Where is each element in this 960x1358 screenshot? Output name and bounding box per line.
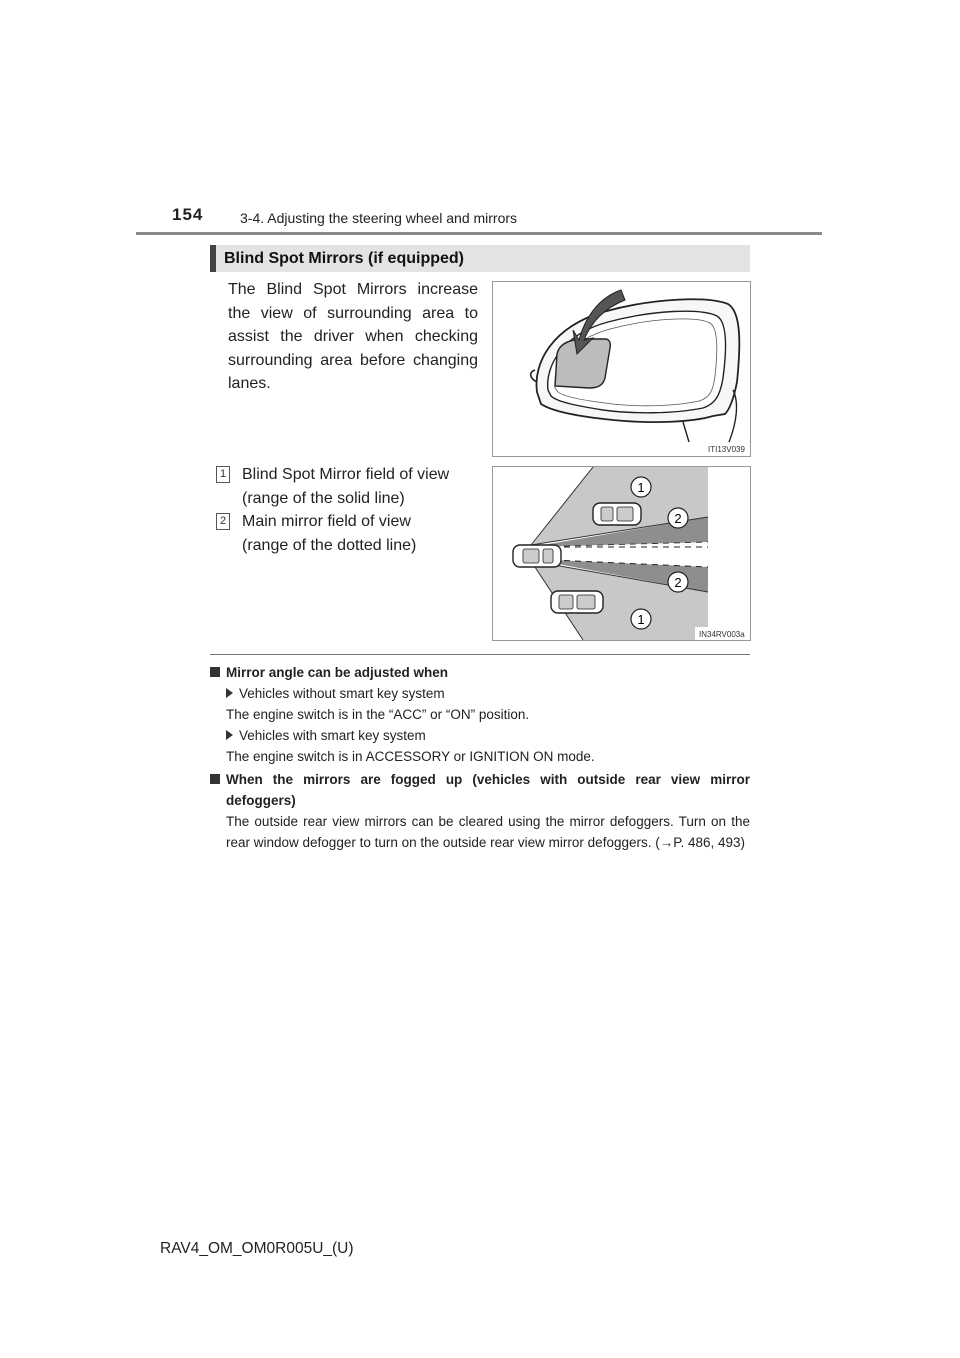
note-subitem: Vehicles with smart key system: [210, 725, 750, 746]
item-2-line1: Main mirror field of view: [242, 513, 411, 530]
callout-2-lower: [668, 572, 688, 592]
field-of-view-diagram: [493, 467, 750, 640]
heading-accent: [210, 245, 216, 272]
svg-text:2: 2: [674, 511, 682, 526]
mirror-figure: [492, 281, 751, 457]
note-subitem: Vehicles without smart key system: [210, 683, 750, 704]
intro-paragraph: The Blind Spot Mirrors increase the view of surrounding area to assist the driver when checking surrounding area before changing lanes.: [228, 281, 478, 392]
notes-section: [210, 662, 750, 853]
page-number: 154: [172, 205, 204, 224]
lower-vehicle-icon: [551, 591, 603, 613]
note-text: The engine switch is in ACCESSORY or IGNITION ON mode.: [226, 749, 595, 764]
main-vehicle-icon: [513, 545, 561, 567]
square-bullet-icon: [210, 667, 220, 677]
callout-1-lower: [631, 609, 651, 629]
triangle-bullet-icon: [226, 688, 233, 698]
body-rule: [210, 654, 750, 655]
svg-text:2: 2: [674, 575, 682, 590]
triangle-bullet-icon: [226, 730, 233, 740]
upper-vehicle-icon: [593, 503, 641, 525]
figure2-code: IN34RV003a: [699, 630, 745, 639]
callout-2-upper: [668, 508, 688, 528]
section-title: 3-4. Adjusting the steering wheel and mirrors: [240, 210, 518, 226]
header-rule: [136, 232, 822, 235]
field-of-view-figure: [492, 466, 751, 641]
square-bullet-icon: [210, 774, 220, 784]
note-text: The engine switch is in the “ACC” or “ON” position.: [226, 707, 530, 722]
footer-code: RAV4_OM_OM0R005U_(U): [160, 1240, 354, 1257]
svg-text:1: 1: [637, 612, 645, 627]
callout-1-upper: [631, 477, 651, 497]
item-2-line2: (range of the dotted line): [242, 537, 417, 554]
mirror-illustration: [493, 282, 750, 456]
svg-text:1: 1: [637, 480, 645, 495]
heading-title: Blind Spot Mirrors (if equipped): [224, 250, 464, 267]
note-heading: Mirror angle can be adjusted when: [210, 662, 750, 683]
note-text: The outside rear view mirrors can be cleared using the mirror defoggers. Turn on the rear window defogger to turn on the outside rear view mirror defoggers. (→P. 486, 493): [226, 814, 750, 850]
item-1-line1: Blind Spot Mirror field of view: [242, 466, 450, 483]
item-1-line2: (range of the solid line): [242, 490, 405, 507]
note-heading: When the mirrors are fogged up (vehicles with outside rear view mirror defoggers): [210, 769, 750, 811]
figure1-code: ITI13V039: [708, 445, 745, 454]
heading-bar: [210, 245, 750, 272]
item-number-badge: 1: [216, 466, 230, 483]
item-number-badge: 2: [216, 513, 230, 530]
